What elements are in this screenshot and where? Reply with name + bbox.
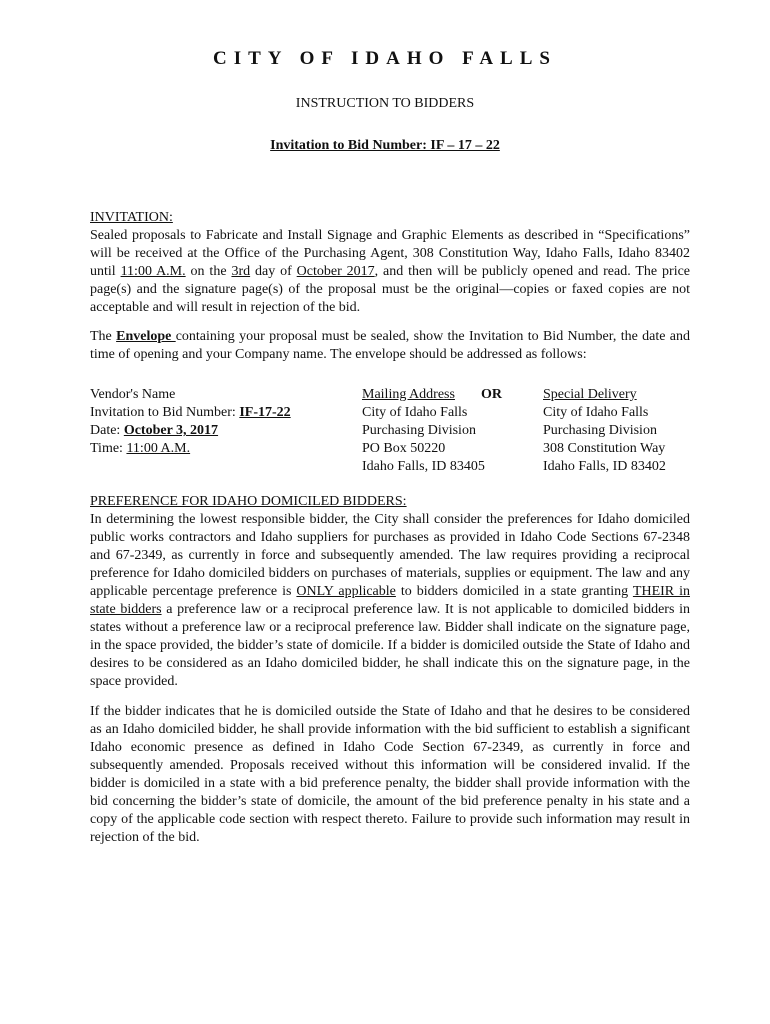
- preference-paragraph-2: If the bidder indicates that he is domiciled outside the State of Idaho and that he desires to be considered as an Idaho domiciled bidder, he shall provide information with the bid sufficient to establish a significant Idaho economic presence as defined in Idaho Code Section 67-2349, as currently in force and subsequently amended. Proposals received without this information will be considered invalid. If the bidder is domiciled in a state with a bid preference penalty, the bidder shall provide information with the bid concerning the bidder’s state of domicile, the amount of the bid preference penalty in his state and a copy of the applicable code section with respect thereto. Failure to provide such information may result in rejection of the bid.: [90, 704, 690, 845]
- vendor-time-value: 11:00 A.M.: [126, 441, 191, 456]
- document-title: CITY OF IDAHO FALLS: [213, 48, 557, 69]
- preference-section: [90, 493, 690, 691]
- bid-number-heading: Invitation to Bid Number: IF – 17 – 22: [270, 138, 500, 153]
- opening-day: 3rd: [231, 264, 251, 279]
- mailing-line: Purchasing Division: [362, 423, 476, 438]
- preference-heading: PREFERENCE FOR IDAHO DOMICILED BIDDERS:: [90, 494, 407, 509]
- vendor-date-line: [90, 422, 291, 440]
- document-subtitle: INSTRUCTION TO BIDDERS: [295, 96, 475, 111]
- invitation-text-3: day of: [250, 264, 297, 279]
- invitation-text-2: on the: [185, 264, 232, 279]
- special-line: City of Idaho Falls: [543, 405, 649, 420]
- invitation-text-1: Sealed proposals to Fabricate and Install Signage and Graphic Elements as described in “Specifications” will be received at the Office of the Purchasing Agent, 308 Constitution Way, Idaho Falls, Idaho 83402 until: [90, 228, 690, 279]
- special-delivery-block: [543, 386, 666, 476]
- envelope-text-2: containing your proposal must be sealed, show the Invitation to Bid Number, the date and time of opening and your Company name. The envelope should be addressed as follows:: [90, 329, 691, 362]
- mailing-line: City of Idaho Falls: [362, 405, 468, 420]
- vendor-bid-label: Invitation to Bid Number:: [90, 405, 240, 420]
- invitation-paragraph: [90, 227, 690, 317]
- envelope-word: Envelope: [116, 329, 176, 344]
- preference-text-3: a preference law or a reciprocal preference law. It is not applicable to domiciled bidders in states without a preference law or a reciprocal preference law. Bidder shall indicate on the signature page, in the space provided, the bidder’s state of domicile. If a bidder is domiciled outside the State of Idaho and desires to be considered as an Idaho domiciled bidder, he shall indicate this on the signature page, in the space provided.: [90, 602, 690, 689]
- mailing-line: Idaho Falls, ID 83405: [362, 459, 485, 474]
- vendor-date-value: October 3, 2017: [123, 423, 219, 438]
- special-line: 308 Constitution Way: [543, 441, 666, 456]
- only-applicable-text: ONLY applicable: [296, 584, 396, 599]
- preference-text-1: In determining the lowest responsible bidder, the City shall consider the preferences for Idaho domiciled public works contractors and Idaho suppliers for purchases as provided in Idaho Code Sections 67-2348 and 67-2349, as currently in force and subsequently amended. The law requires providing a reciprocal preference for Idaho domiciled bidders on purchases of materials, supplies or equipment. The law and any applicable percentage preference is: [90, 512, 690, 599]
- envelope-instructions: [90, 328, 690, 364]
- invitation-section: [90, 209, 690, 317]
- vendor-name-line: Vendor's Name: [90, 387, 176, 402]
- preference-paragraph-1: [90, 511, 690, 691]
- vendor-date-label: Date:: [90, 423, 124, 438]
- vendor-bid-line: [90, 404, 291, 422]
- mailing-line: PO Box 50220: [362, 441, 446, 456]
- opening-month: October 2017: [296, 264, 375, 279]
- vendor-bid-value: IF-17-22: [239, 405, 291, 420]
- vendor-time-line: [90, 440, 291, 458]
- invitation-heading: INVITATION:: [90, 210, 173, 225]
- invitation-text-4: , and then will be publicly opened and read. The price page(s) and the signature page(s) of the proposal must be the original—copies or faxed copies are not acceptable and will result in rejection of the bid.: [90, 264, 691, 315]
- or-label: OR: [480, 387, 502, 402]
- vendor-address-block: [90, 386, 291, 458]
- opening-time: 11:00 A.M.: [120, 264, 186, 279]
- vendor-time-label: Time:: [90, 441, 127, 456]
- special-delivery-heading: Special Delivery: [543, 387, 637, 402]
- envelope-text-1: The: [90, 329, 117, 344]
- their-in-state-text: THEIR in state bidders: [90, 584, 690, 617]
- mailing-address-heading: Mailing Address: [362, 387, 455, 402]
- preference-text-2: to bidders domiciled in a state granting: [395, 584, 633, 599]
- special-line: Idaho Falls, ID 83402: [543, 459, 666, 474]
- mailing-address-block: [362, 386, 502, 476]
- special-line: Purchasing Division: [543, 423, 657, 438]
